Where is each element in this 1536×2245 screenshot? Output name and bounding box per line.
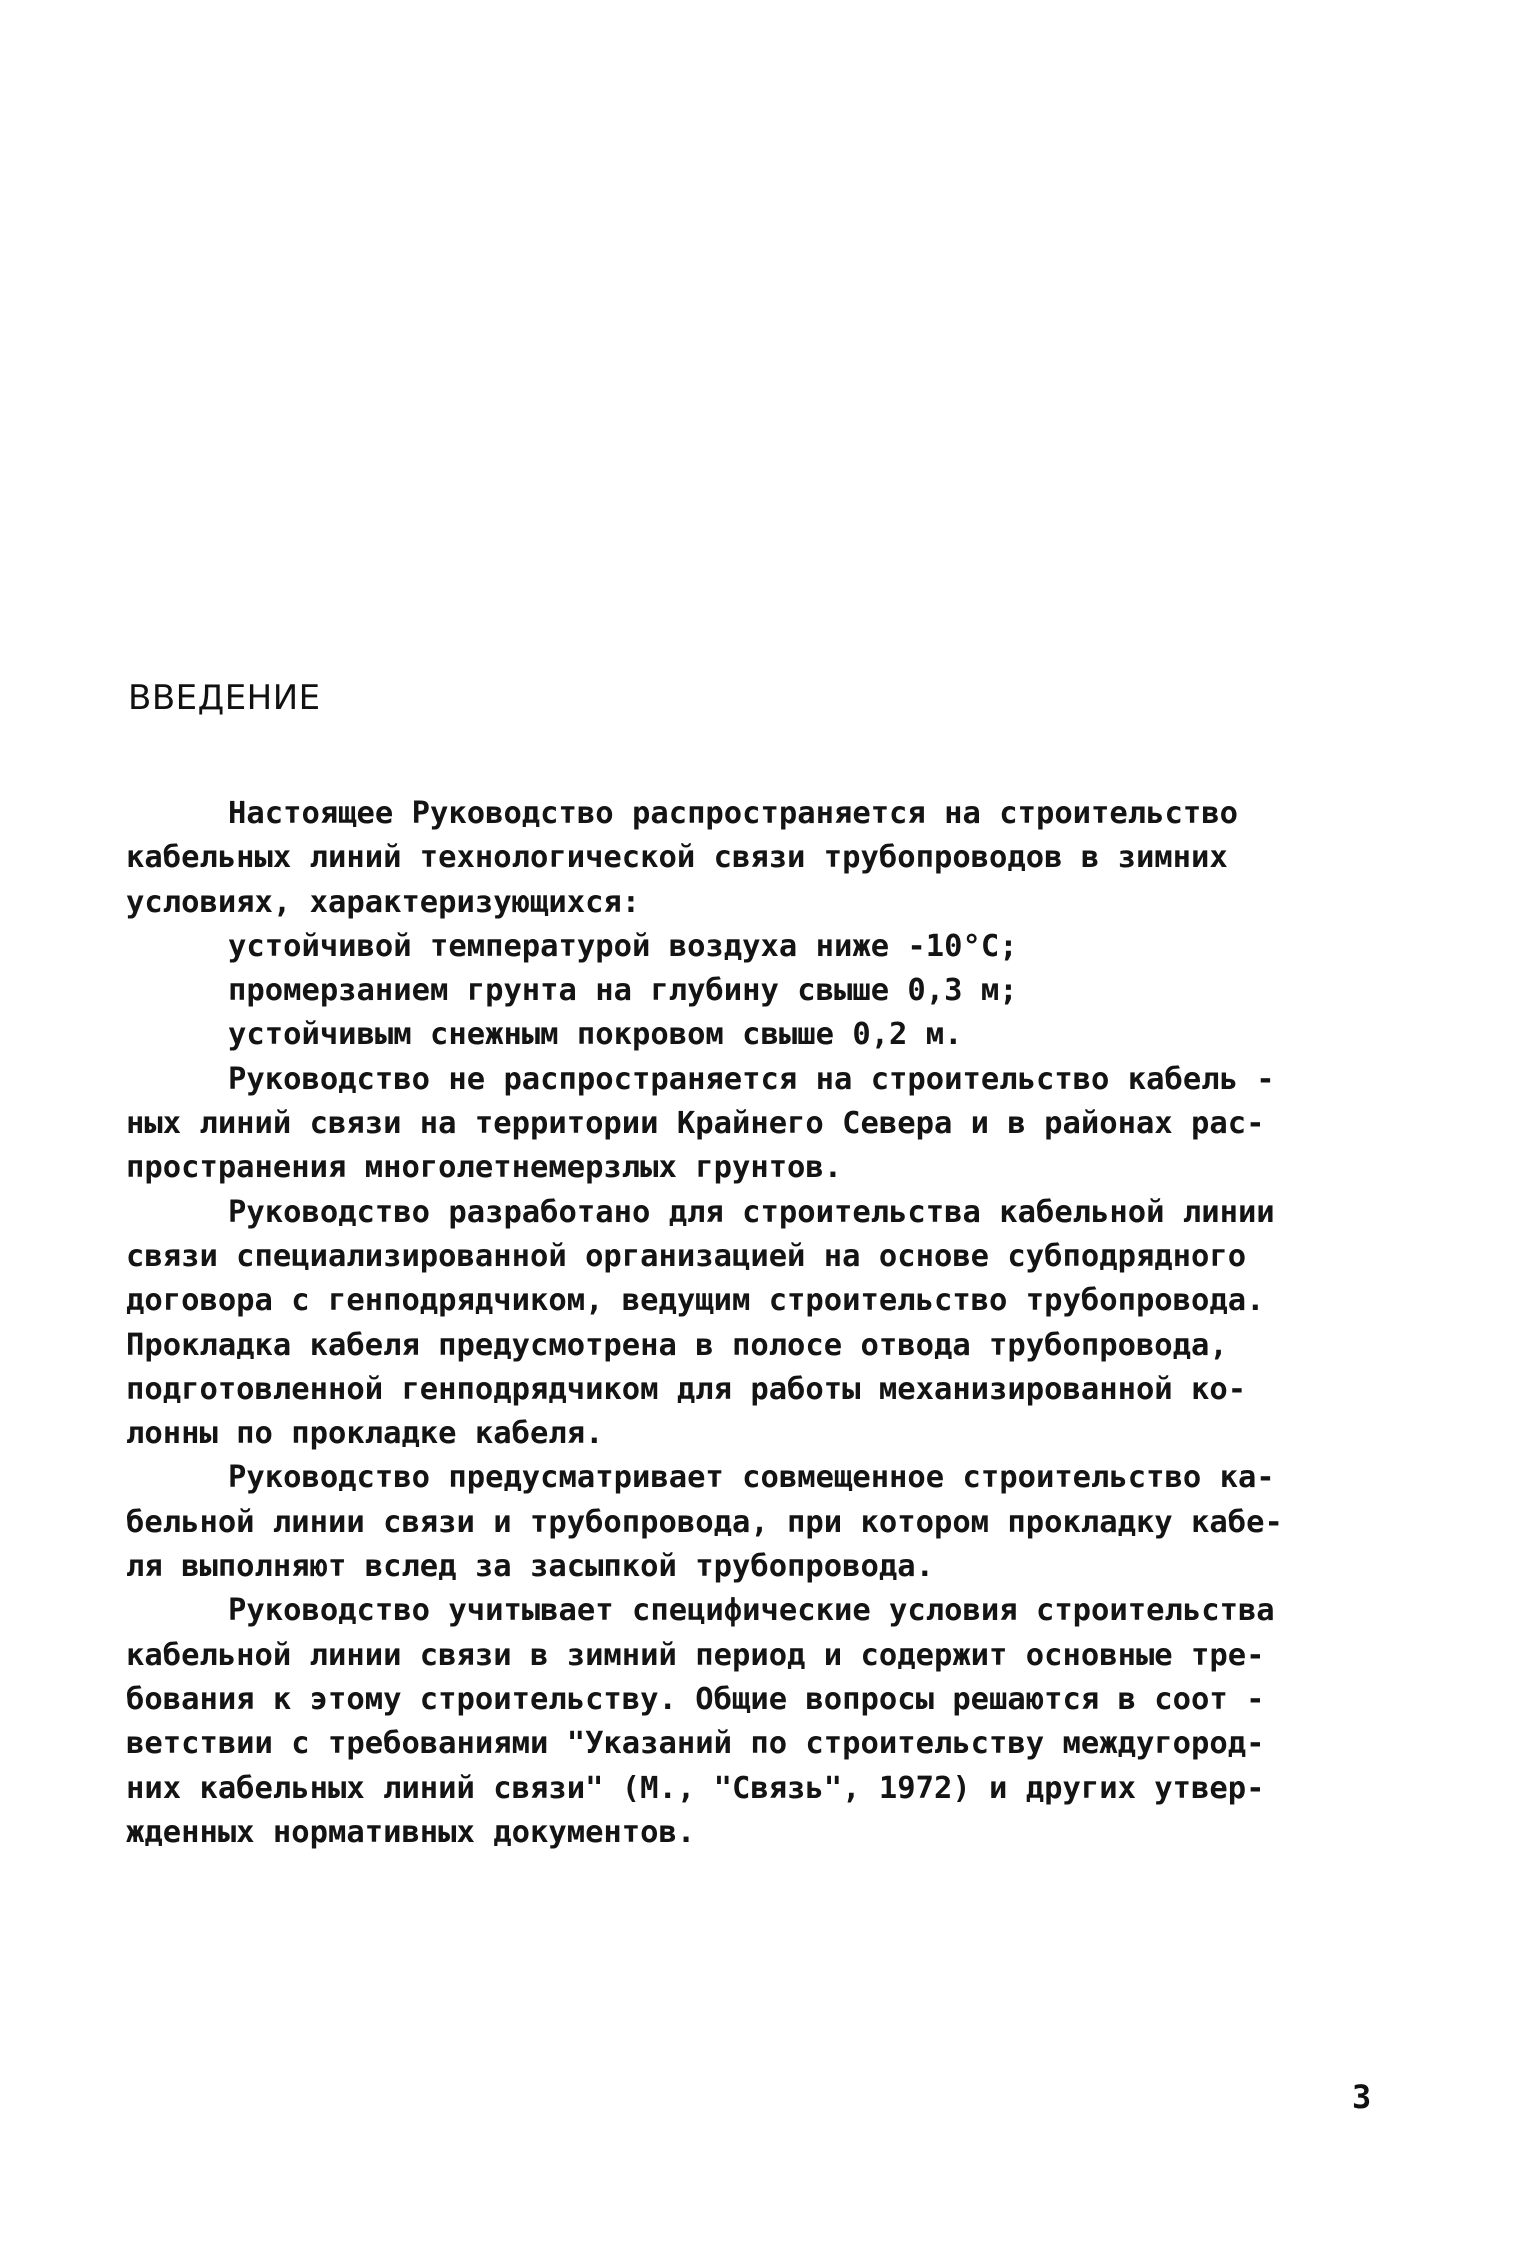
text-line: Руководство предусматривает совмещенное строительство ка-: [228, 1460, 1275, 1496]
text-line: ных линий связи на территории Крайнего Севера и в районах рас-: [126, 1106, 1265, 1142]
text-line: бования к этому строительству. Общие вопросы решаются в соот -: [126, 1681, 1265, 1717]
text-line: пространения многолетнемерзлых грунтов.: [126, 1150, 843, 1186]
text-line: связи специализированной организацией на основе субподрядного: [126, 1238, 1247, 1274]
text-line: договора с генподрядчиком, ведущим строительство трубопровода.: [126, 1283, 1265, 1319]
text-line: подготовленной генподрядчиком для работы механизированной ко-: [126, 1371, 1247, 1407]
text-line: устойчивым снежным покровом свыше 0,2 м.: [228, 1017, 963, 1053]
text-line: Настоящее Руководство распространяется на строительство: [228, 796, 1238, 831]
text-line: Руководство разработано для строительства кабельной линии: [228, 1194, 1275, 1230]
text-line: устойчивой температурой воздуха ниже -10°С;: [228, 928, 1018, 964]
text-line: бельной линии связи и трубопровода, при котором прокладку кабе-: [126, 1504, 1283, 1540]
text-line: кабельной линии связи в зимний период и содержит основные тре-: [126, 1637, 1265, 1673]
body-text: [126, 792, 1406, 1855]
section-heading: ВВЕДЕНИЕ: [128, 678, 321, 718]
text-line: Прокладка кабеля предусмотрена в полосе отвода трубопровода,: [126, 1327, 1228, 1363]
text-line: лонны по прокладке кабеля.: [126, 1416, 604, 1452]
page-number: 3: [1352, 2078, 1372, 2116]
text-line: кабельных линий технологической связи трубопроводов в зимних: [126, 840, 1228, 876]
text-line: Руководство учитывает специфические условия строительства: [228, 1593, 1275, 1629]
text-line: ля выполняют вслед за засыпкой трубопровода.: [126, 1549, 934, 1585]
text-line: них кабельных линий связи" (М., "Связь", 1972) и других утвер-: [126, 1770, 1265, 1806]
text-line: жденных нормативных документов.: [126, 1814, 696, 1850]
text-line: промерзанием грунта на глубину свыше 0,3 м;: [228, 973, 1018, 1009]
text-line: ветствии с требованиями "Указаний по строительству междугород-: [126, 1726, 1265, 1762]
text-line: условиях, характеризующихся:: [126, 884, 641, 920]
text-line: Руководство не распространяется на строительство кабель -: [228, 1061, 1275, 1097]
